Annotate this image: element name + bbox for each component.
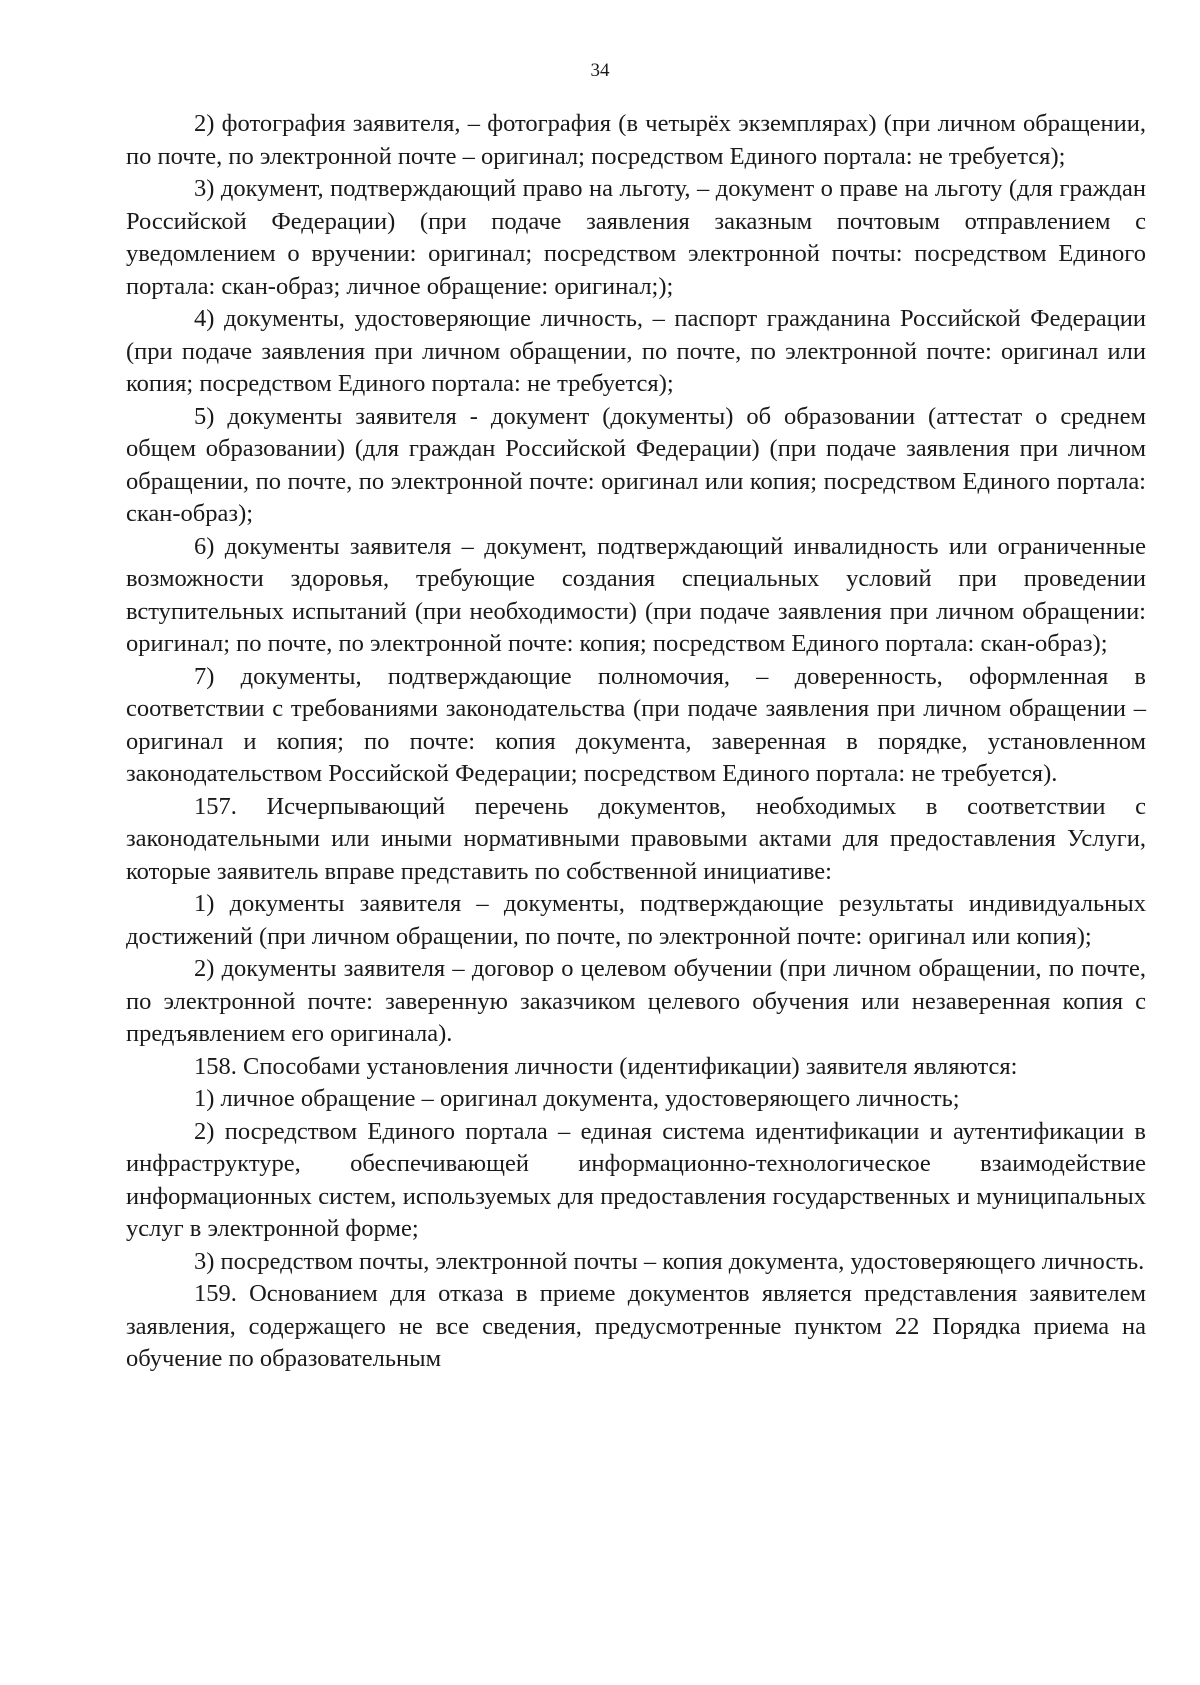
paragraph-item-6-disability-document: 6) документы заявителя – документ, подтверждающий инвалидность или ограниченные возможности здоровья, требующие создания специальных условий при проведении вступительных испытаний (при необходимости) (при подаче заявления при личном обращении: оригинал; по почте, по электронной почте: копия; посредством Единого портала: скан-образ); bbox=[126, 532, 1146, 657]
paragraph-158-item-3: 3) посредством почты, электронной почты – копия документа, удостоверяющего личность. bbox=[194, 1247, 1145, 1275]
paragraph-158-item-1: 1) личное обращение – оригинал документа, удостоверяющего личность; bbox=[194, 1085, 960, 1112]
paragraph-clause-158: 158. Способами установления личности (идентификации) заявителя являются: bbox=[194, 1052, 1018, 1080]
paragraph-item-5-education-document: 5) документы заявителя - документ (документы) об образовании (аттестат о среднем общем образовании) (для граждан Российской Федерации) (при подаче заявления при личном обращении, по почте, по электронной почте: оригинал или копия; посредством Единого портала: скан-образ); bbox=[126, 402, 1146, 527]
paragraph-item-4-identity-documents: 4) документы, удостоверяющие личность, – паспорт гражданина Российской Федерации (при подаче заявления при личном обращении, по почте, по электронной почте: оригинал или копия; посредством Единого портала: не требуется); bbox=[126, 305, 1146, 397]
paragraph-clause-157: 157. Исчерпывающий перечень документов, необходимых в соответствии с законодательными или иными нормативными правовыми актами для предоставления Услуги, которые заявитель вправе представить по собственной инициативе: bbox=[126, 792, 1146, 885]
paragraph-158-item-2: 2) посредством Единого портала – единая система идентификации и аутентификации в инфраструктуре, обеспечивающей информационно-технологическое взаимодействие информационных систем, используемых для предоставления государственных и муниципальных услуг в электронной форме; bbox=[126, 1117, 1146, 1242]
paragraph-clause-159: 159. Основанием для отказа в приеме документов является представления заявителем заявления, содержащего не все сведения, предусмотренные пунктом 22 Порядка приема на обучение по образовательным bbox=[126, 1280, 1146, 1372]
paragraph-item-7-authority-document: 7) документы, подтверждающие полномочия, – доверенность, оформленная в соответствии с требованиями законодательства (при подаче заявления при личном обращении – оригинал и копия; по почте: копия документа, заверенная в порядке, установленном законодательством Российской Федерации; посредством Единого портала: не требуется). bbox=[126, 662, 1146, 787]
paragraph-157-item-1: 1) документы заявителя – документы, подтверждающие результаты индивидуальных достижений (при личном обращении, по почте, по электронной почте: оригинал или копия); bbox=[126, 890, 1146, 950]
document-body bbox=[126, 108, 1146, 1376]
page-number: 34 bbox=[590, 60, 610, 81]
paragraph-157-item-2: 2) документы заявителя – договор о целевом обучении (при личном обращении, по почте, по электронной почте: заверенную заказчиком целевого обучения или незаверенная копия с предъявлением его оригинала). bbox=[126, 955, 1146, 1047]
paragraph-item-2-photo: 2) фотография заявителя, – фотография (в четырёх экземплярах) (при личном обращении, по почте, по электронной почте – оригинал; посредством Единого портала: не требуется); bbox=[126, 110, 1146, 170]
paragraph-item-3-benefit-document: 3) документ, подтверждающий право на льготу, – документ о праве на льготу (для граждан Российской Федерации) (при подаче заявления заказным почтовым отправлением с уведомлением о вручении: оригинал; посредством электронной почты: посредством Единого портала: скан-образ; личное обращение: оригинал;); bbox=[126, 175, 1146, 300]
